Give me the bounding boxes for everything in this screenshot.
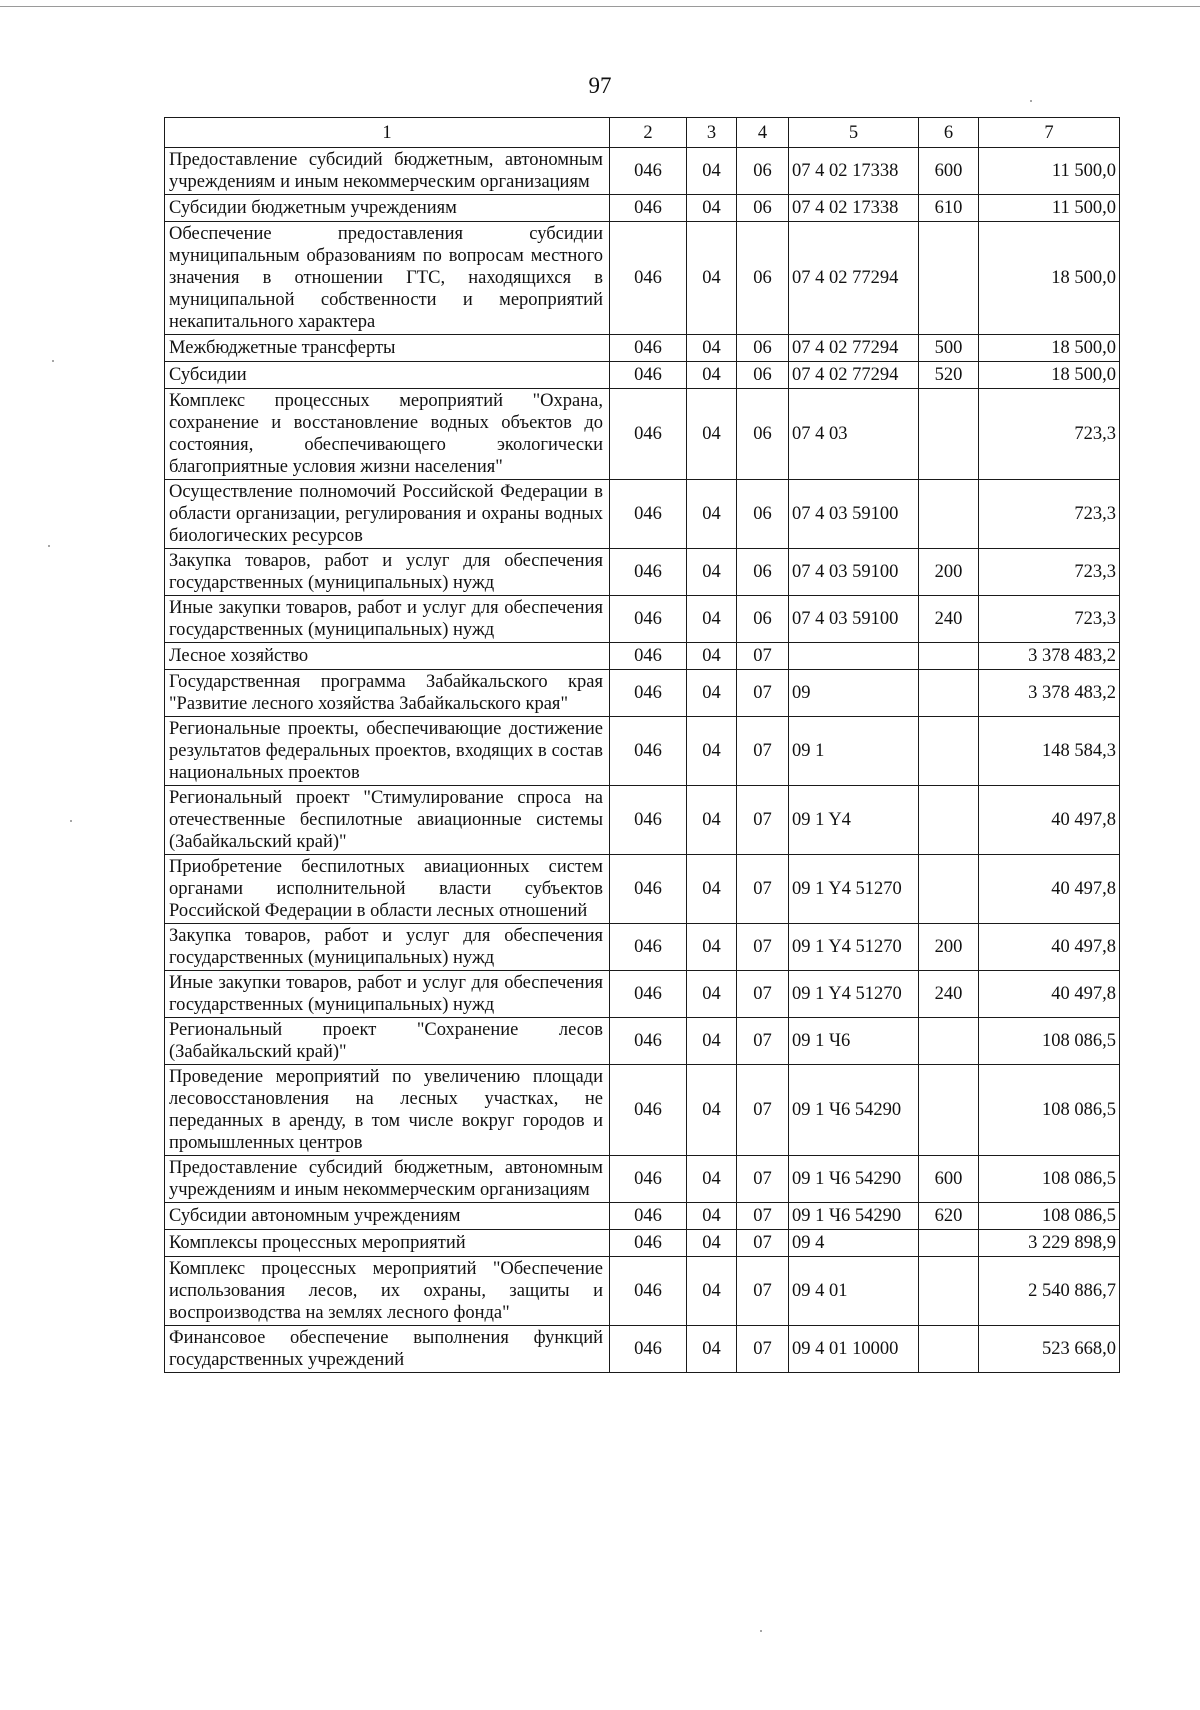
cell-col-6 [919, 1326, 979, 1373]
cell-col-5: 09 1 [789, 717, 919, 786]
cell-col-7: 40 497,8 [979, 971, 1120, 1018]
cell-col-2: 046 [610, 971, 687, 1018]
cell-col-4: 06 [737, 335, 789, 362]
cell-col-3: 04 [687, 195, 737, 222]
cell-name: Закупка товаров, работ и услуг для обеспечения государственных (муниципальных) нужд [165, 549, 610, 596]
cell-col-7: 11 500,0 [979, 148, 1120, 195]
header-col-7: 7 [979, 118, 1120, 148]
cell-col-5 [789, 643, 919, 670]
cell-col-6 [919, 480, 979, 549]
table-row [165, 222, 1120, 335]
cell-col-4: 07 [737, 1257, 789, 1326]
cell-col-6: 500 [919, 335, 979, 362]
table-row [165, 971, 1120, 1018]
budget-table [164, 117, 1120, 1373]
table-row [165, 596, 1120, 643]
cell-col-4: 06 [737, 148, 789, 195]
cell-col-6 [919, 786, 979, 855]
cell-col-3: 04 [687, 924, 737, 971]
cell-col-2: 046 [610, 1065, 687, 1156]
cell-col-7: 523 668,0 [979, 1326, 1120, 1373]
cell-col-7: 723,3 [979, 596, 1120, 643]
cell-col-5: 07 4 03 59100 [789, 480, 919, 549]
cell-col-5: 09 [789, 670, 919, 717]
table-row [165, 195, 1120, 222]
cell-col-7: 723,3 [979, 549, 1120, 596]
cell-col-5: 07 4 02 77294 [789, 335, 919, 362]
cell-col-2: 046 [610, 1018, 687, 1065]
table-row [165, 1156, 1120, 1203]
header-row [165, 118, 1120, 148]
cell-col-4: 07 [737, 1203, 789, 1230]
cell-col-4: 07 [737, 1018, 789, 1065]
cell-col-3: 04 [687, 148, 737, 195]
cell-name: Предоставление субсидий бюджетным, автономным учреждениям и иным некоммерческим организациям [165, 148, 610, 195]
cell-col-2: 046 [610, 924, 687, 971]
cell-col-5: 09 4 01 [789, 1257, 919, 1326]
cell-col-3: 04 [687, 717, 737, 786]
cell-col-6: 600 [919, 1156, 979, 1203]
cell-col-2: 046 [610, 1326, 687, 1373]
table-row [165, 670, 1120, 717]
header-col-6: 6 [919, 118, 979, 148]
scan-speck [70, 820, 72, 822]
cell-col-4: 07 [737, 1156, 789, 1203]
cell-col-2: 046 [610, 549, 687, 596]
table-row [165, 148, 1120, 195]
table-row [165, 1326, 1120, 1373]
cell-col-7: 18 500,0 [979, 362, 1120, 389]
cell-col-5: 09 1 Y4 51270 [789, 971, 919, 1018]
cell-col-3: 04 [687, 1156, 737, 1203]
cell-col-6 [919, 670, 979, 717]
cell-name: Финансовое обеспечение выполнения функций государственных учреждений [165, 1326, 610, 1373]
cell-col-5: 07 4 03 [789, 389, 919, 480]
cell-col-4: 06 [737, 222, 789, 335]
cell-col-7: 723,3 [979, 480, 1120, 549]
cell-col-3: 04 [687, 596, 737, 643]
cell-col-2: 046 [610, 670, 687, 717]
cell-col-3: 04 [687, 971, 737, 1018]
cell-col-6: 610 [919, 195, 979, 222]
cell-col-2: 046 [610, 1230, 687, 1257]
cell-col-6 [919, 1018, 979, 1065]
table-header [165, 118, 1120, 148]
cell-col-6 [919, 222, 979, 335]
cell-col-7: 723,3 [979, 389, 1120, 480]
cell-col-2: 046 [610, 362, 687, 389]
page-number: 97 [588, 73, 612, 98]
cell-col-7: 2 540 886,7 [979, 1257, 1120, 1326]
cell-col-6: 600 [919, 148, 979, 195]
cell-col-3: 04 [687, 1203, 737, 1230]
cell-col-5: 07 4 03 59100 [789, 596, 919, 643]
table-row [165, 717, 1120, 786]
cell-col-3: 04 [687, 335, 737, 362]
table-row [165, 924, 1120, 971]
cell-col-6: 240 [919, 596, 979, 643]
cell-col-7: 18 500,0 [979, 335, 1120, 362]
cell-col-7: 3 378 483,2 [979, 643, 1120, 670]
table-row [165, 1065, 1120, 1156]
cell-col-6: 240 [919, 971, 979, 1018]
scan-speck [52, 360, 54, 362]
table-row [165, 855, 1120, 924]
cell-name: Субсидии автономным учреждениям [165, 1203, 610, 1230]
cell-col-7: 148 584,3 [979, 717, 1120, 786]
cell-col-4: 06 [737, 389, 789, 480]
cell-col-2: 046 [610, 222, 687, 335]
cell-col-4: 07 [737, 670, 789, 717]
cell-col-5: 09 1 Y4 51270 [789, 855, 919, 924]
cell-col-7: 108 086,5 [979, 1203, 1120, 1230]
cell-col-4: 07 [737, 717, 789, 786]
cell-col-5: 09 1 Ч6 54290 [789, 1065, 919, 1156]
cell-col-2: 046 [610, 148, 687, 195]
cell-name: Комплексы процессных мероприятий [165, 1230, 610, 1257]
scan-speck [760, 1630, 762, 1632]
cell-name: Иные закупки товаров, работ и услуг для обеспечения государственных (муниципальных) нужд [165, 971, 610, 1018]
cell-col-3: 04 [687, 855, 737, 924]
cell-name: Иные закупки товаров, работ и услуг для обеспечения государственных (муниципальных) нужд [165, 596, 610, 643]
cell-col-3: 04 [687, 549, 737, 596]
cell-col-7: 11 500,0 [979, 195, 1120, 222]
cell-col-3: 04 [687, 1326, 737, 1373]
table-row [165, 362, 1120, 389]
cell-col-5: 07 4 03 59100 [789, 549, 919, 596]
header-col-3: 3 [687, 118, 737, 148]
cell-col-3: 04 [687, 670, 737, 717]
cell-col-6 [919, 1230, 979, 1257]
scan-speck [1030, 100, 1032, 102]
cell-col-6: 200 [919, 549, 979, 596]
header-col-5: 5 [789, 118, 919, 148]
table-row [165, 643, 1120, 670]
cell-col-5: 09 1 Ч6 54290 [789, 1156, 919, 1203]
cell-col-4: 06 [737, 549, 789, 596]
cell-col-4: 06 [737, 195, 789, 222]
cell-col-5: 09 1 Ч6 54290 [789, 1203, 919, 1230]
cell-col-3: 04 [687, 643, 737, 670]
cell-col-4: 06 [737, 480, 789, 549]
cell-name: Государственная программа Забайкальского края "Развитие лесного хозяйства Забайкальского края" [165, 670, 610, 717]
cell-name: Закупка товаров, работ и услуг для обеспечения государственных (муниципальных) нужд [165, 924, 610, 971]
table-row [165, 1230, 1120, 1257]
cell-col-5: 07 4 02 77294 [789, 362, 919, 389]
cell-col-3: 04 [687, 480, 737, 549]
table-row [165, 1203, 1120, 1230]
cell-col-7: 40 497,8 [979, 855, 1120, 924]
cell-col-5: 09 1 Ч6 [789, 1018, 919, 1065]
cell-col-4: 07 [737, 786, 789, 855]
cell-name: Комплекс процессных мероприятий "Охрана, сохранение и восстановление водных объектов до состояния, обеспечивающего экологически благоприятные условия жизни населения" [165, 389, 610, 480]
cell-col-6 [919, 1065, 979, 1156]
cell-col-6: 520 [919, 362, 979, 389]
cell-col-2: 046 [610, 596, 687, 643]
cell-name: Предоставление субсидий бюджетным, автономным учреждениям и иным некоммерческим организациям [165, 1156, 610, 1203]
cell-name: Лесное хозяйство [165, 643, 610, 670]
cell-col-3: 04 [687, 1257, 737, 1326]
cell-name: Комплекс процессных мероприятий "Обеспечение использования лесов, их охраны, защиты и воспроизводства на землях лесного фонда" [165, 1257, 610, 1326]
scan-speck [48, 545, 50, 547]
cell-col-6 [919, 643, 979, 670]
cell-name: Региональный проект "Стимулирование спроса на отечественные беспилотные авиационные системы (Забайкальский край)" [165, 786, 610, 855]
cell-col-7: 40 497,8 [979, 924, 1120, 971]
cell-col-5: 09 4 [789, 1230, 919, 1257]
cell-col-5: 07 4 02 17338 [789, 195, 919, 222]
cell-name: Региональные проекты, обеспечивающие достижение результатов федеральных проектов, входящих в состав национальных проектов [165, 717, 610, 786]
cell-col-5: 09 1 Y4 51270 [789, 924, 919, 971]
cell-name: Межбюджетные трансферты [165, 335, 610, 362]
cell-col-2: 046 [610, 1156, 687, 1203]
table-row [165, 335, 1120, 362]
cell-name: Осуществление полномочий Российской Федерации в области организации, регулирования и охраны водных биологических ресурсов [165, 480, 610, 549]
cell-col-7: 3 378 483,2 [979, 670, 1120, 717]
cell-col-2: 046 [610, 480, 687, 549]
cell-col-3: 04 [687, 362, 737, 389]
cell-col-2: 046 [610, 389, 687, 480]
cell-col-6 [919, 1257, 979, 1326]
cell-col-2: 046 [610, 195, 687, 222]
cell-col-2: 046 [610, 1257, 687, 1326]
cell-col-3: 04 [687, 389, 737, 480]
cell-col-6 [919, 855, 979, 924]
cell-col-2: 046 [610, 855, 687, 924]
cell-col-5: 07 4 02 17338 [789, 148, 919, 195]
cell-name: Приобретение беспилотных авиационных систем органами исполнительной власти субъектов Российской Федерации в области лесных отношений [165, 855, 610, 924]
cell-col-6: 200 [919, 924, 979, 971]
table-row [165, 480, 1120, 549]
cell-col-4: 06 [737, 362, 789, 389]
cell-col-2: 046 [610, 786, 687, 855]
cell-col-7: 3 229 898,9 [979, 1230, 1120, 1257]
cell-col-5: 07 4 02 77294 [789, 222, 919, 335]
cell-col-4: 07 [737, 971, 789, 1018]
cell-col-3: 04 [687, 1230, 737, 1257]
cell-col-4: 07 [737, 1230, 789, 1257]
cell-col-3: 04 [687, 1065, 737, 1156]
table-row [165, 389, 1120, 480]
cell-col-4: 07 [737, 1326, 789, 1373]
cell-col-4: 07 [737, 924, 789, 971]
table-row [165, 1257, 1120, 1326]
cell-col-2: 046 [610, 1203, 687, 1230]
cell-col-4: 06 [737, 596, 789, 643]
cell-col-7: 108 086,5 [979, 1065, 1120, 1156]
cell-col-4: 07 [737, 643, 789, 670]
cell-name: Субсидии бюджетным учреждениям [165, 195, 610, 222]
cell-col-7: 108 086,5 [979, 1156, 1120, 1203]
cell-col-7: 18 500,0 [979, 222, 1120, 335]
cell-col-3: 04 [687, 786, 737, 855]
cell-col-6 [919, 717, 979, 786]
cell-col-5: 09 1 Y4 [789, 786, 919, 855]
table-row [165, 549, 1120, 596]
cell-col-2: 046 [610, 643, 687, 670]
cell-col-4: 07 [737, 1065, 789, 1156]
cell-col-2: 046 [610, 335, 687, 362]
cell-name: Проведение мероприятий по увеличению площади лесовосстановления на лесных участках, не переданных в аренду, в том числе вокруг городов и промышленных центров [165, 1065, 610, 1156]
cell-name: Региональный проект "Сохранение лесов (Забайкальский край)" [165, 1018, 610, 1065]
cell-col-6 [919, 389, 979, 480]
cell-col-2: 046 [610, 717, 687, 786]
cell-col-4: 07 [737, 855, 789, 924]
table-row [165, 1018, 1120, 1065]
header-col-1: 1 [165, 118, 610, 148]
cell-name: Субсидии [165, 362, 610, 389]
cell-col-7: 40 497,8 [979, 786, 1120, 855]
cell-col-7: 108 086,5 [979, 1018, 1120, 1065]
cell-name: Обеспечение предоставления субсидии муниципальным образованиям по вопросам местного значения в отношении ГТС, находящихся в муниципальной собственности и мероприятий некапитального характера [165, 222, 610, 335]
table-body [165, 148, 1120, 1373]
scan-top-edge [0, 6, 1200, 7]
cell-col-5: 09 4 01 10000 [789, 1326, 919, 1373]
cell-col-3: 04 [687, 222, 737, 335]
table-row [165, 786, 1120, 855]
cell-col-3: 04 [687, 1018, 737, 1065]
cell-col-6: 620 [919, 1203, 979, 1230]
header-col-4: 4 [737, 118, 789, 148]
header-col-2: 2 [610, 118, 687, 148]
